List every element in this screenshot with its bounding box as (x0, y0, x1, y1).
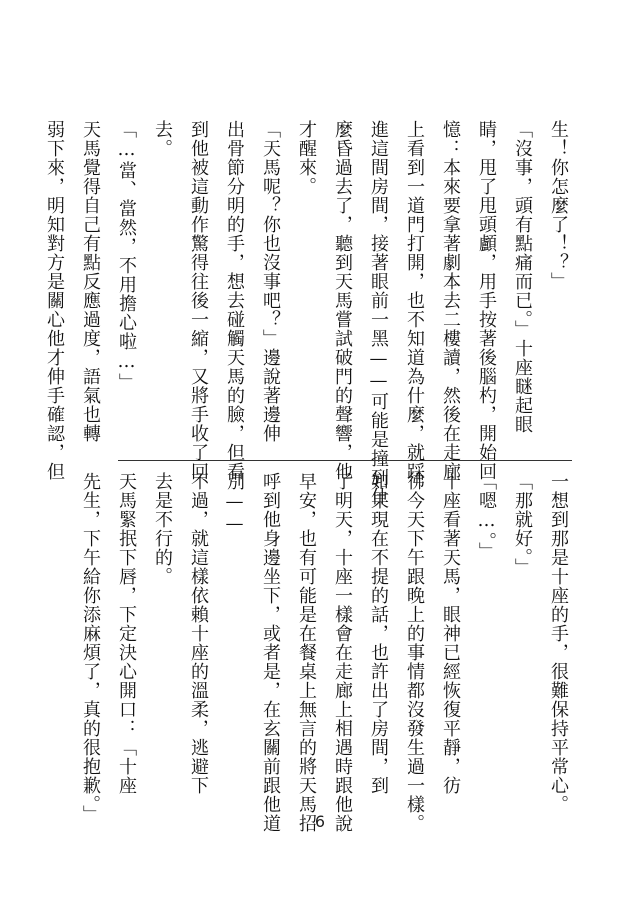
text-column: 出骨節分明的手，想去碰觸天馬的臉，但看 (224, 120, 245, 481)
text-column: 呼到他身邊坐下，或者是，在玄關前跟他道 (260, 472, 281, 833)
text-block-top (32, 120, 572, 506)
text-column: 到他被這動作驚得往後一縮，又將手收了回 (188, 120, 209, 481)
text-column: 憶：本來要拿著劇本去二樓讀，然後在走廊 (440, 120, 461, 481)
text-column: 去是不行的。 (152, 472, 173, 586)
text-column: 「那就好。」 (512, 472, 533, 577)
text-column: 彿今天下午跟晚上的事情都沒發生過一樣。 (404, 472, 425, 833)
text-column: 生！你怎麼了！？」 (548, 120, 569, 291)
text-column: 上看到一道門打開，也不知道為什麼，就踩 (404, 120, 425, 481)
text-column: 先生，下午給你添麻煩了，真的很抱歉。」 (80, 472, 101, 824)
text-block-bottom (68, 472, 572, 833)
text-column: 弱下來，明知對方是關心他才伸手確認，但 (44, 120, 65, 481)
text-column: 如果現在不提的話，也許出了房間，到 (368, 472, 389, 795)
text-column: 早安，也有可能是在餐桌上無言的將天馬招 (296, 472, 317, 833)
text-column: 才醒來。 (296, 120, 317, 196)
text-column: 「嗯…。」 (476, 472, 497, 561)
text-column: 一想到那是十座的手，很難保持平常心。 (548, 472, 569, 814)
text-column: 去。 (152, 120, 173, 158)
text-column: 進這間房間，接著眼前一黑——可能是撞到什 (368, 120, 389, 506)
text-column: 別—— (224, 472, 245, 535)
text-column: 天馬緊抿下唇，下定決心開口：「十座 (116, 472, 137, 795)
text-column: 天馬覺得自己有點反應過度，語氣也轉 (80, 120, 101, 443)
text-column: 十座看著天馬，眼神已經恢復平靜，彷 (440, 472, 461, 795)
text-column: 「天馬呢？你也沒事吧？」邊說著邊伸 (260, 120, 281, 443)
text-column: 「沒事，頭有點痛而已。」十座瞇起眼 (512, 120, 533, 434)
text-column: 睛，甩了甩頭顱，用手按著後腦杓，開始回 (476, 120, 497, 481)
text-column: 「…當、當然，不用擔心啦…」 (116, 120, 137, 392)
section-divider (118, 460, 572, 461)
text-column: 麼昏過去了，聽到天馬嘗試破門的聲響，他 (332, 120, 353, 481)
text-column: 不過，就這樣依賴十座的溫柔，逃避下 (188, 472, 209, 795)
text-column: 了明天，十座一樣會在走廊上相遇時跟他說 (332, 472, 353, 833)
page-number: 6 (314, 812, 326, 831)
